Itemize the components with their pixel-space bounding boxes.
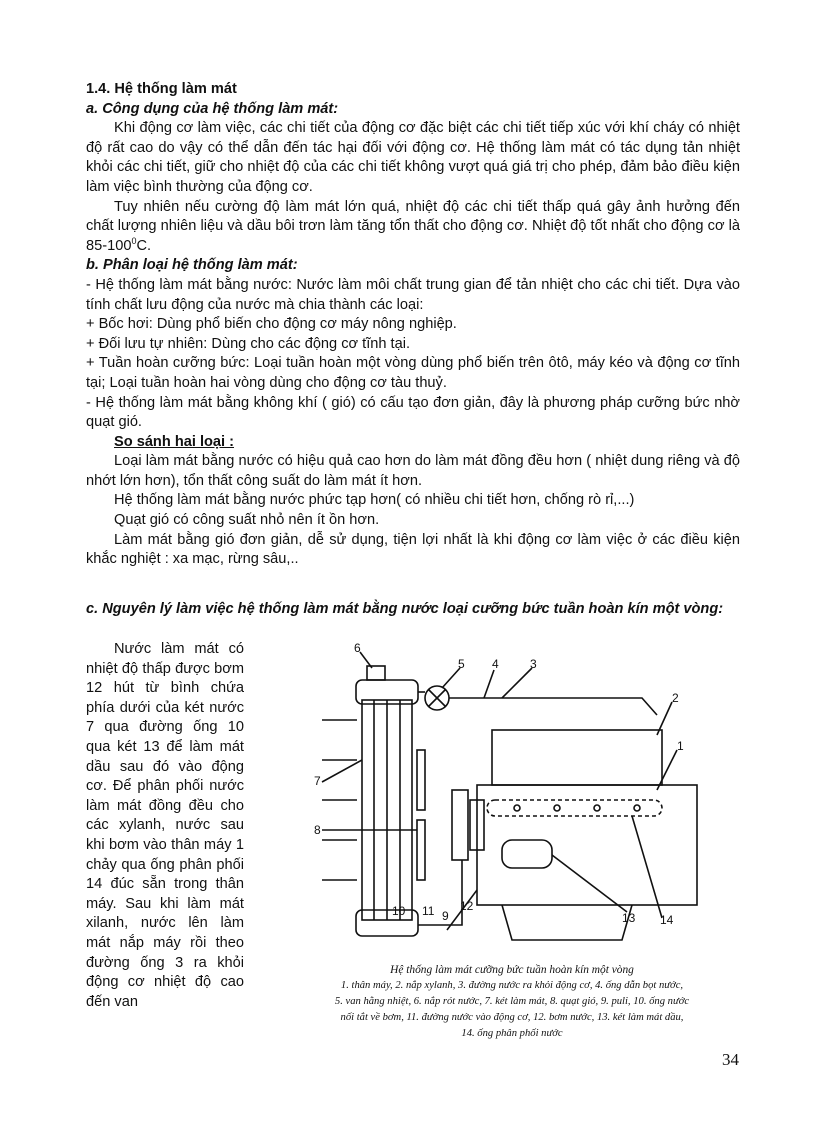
filler-cap xyxy=(367,666,385,680)
label-3: 3 xyxy=(530,657,537,671)
list-item: + Bốc hơi: Dùng phổ biến cho động cơ máy nông nghiệp. xyxy=(86,316,457,333)
label-13: 13 xyxy=(622,911,636,925)
paragraph-a2: Tuy nhiên nếu cường độ làm mát lớn quá, nhiệt độ các chi tiết thấp quá gây ảnh hưởng đến chất lượng nhiên liệu và dầu bôi trơn làm tăng tổn thất cho động cơ. Nhiệt độ tốt nhất cho động cơ là $85-100^0C$. xyxy=(86,198,740,254)
heading-b: b. Phân loại hệ thống làm mát: xyxy=(86,257,298,274)
label-14: 14 xyxy=(660,913,674,927)
compare-item: Làm mát bằng gió đơn giản, dễ sử dụng, tiện lợi nhất là khi động cơ làm việc ở các điều kiện khắc nghiệt : xa mạc, rừng sâu,.. xyxy=(86,531,740,568)
label-10: 10 xyxy=(392,904,406,918)
caption-line: 14. ống phân phối nước xyxy=(461,1028,563,1039)
caption-line: 1. thân máy, 2. nắp xylanh, 3. đường nước ra khỏi động cơ, 4. ống dẫn bọt nước, xyxy=(340,980,684,991)
caption-title: Hệ thống làm mát cưỡng bức tuần hoàn kín một vòng xyxy=(390,964,634,976)
heading-c: c. Nguyên lý làm việc hệ thống làm mát bằng nước loại cưỡng bức tuần hoàn kín một vòng: xyxy=(86,601,724,617)
label-7: 7 xyxy=(314,774,321,788)
caption-line: 5. van hằng nhiệt, 6. nắp rót nước, 7. két làm mát, 8. quạt gió, 9. puli, 10. ống nước xyxy=(334,996,690,1007)
page-number: 34 xyxy=(722,1050,739,1069)
compare-item: Quạt gió có công suất nhỏ nên ít ồn hơn. xyxy=(114,512,380,529)
list-item: + Tuần hoàn cưỡng bức: Loại tuần hoàn một vòng dùng phổ biến trên ôtô, máy kéo và động cơ tĩnh tại; Loại tuần hoàn hai vòng dùng cho động cơ tàu thuỷ. xyxy=(86,355,740,391)
label-2: 2 xyxy=(672,691,679,705)
figure-caption xyxy=(262,962,762,1042)
diagram-labels xyxy=(314,641,684,927)
caption-line: nối tắt về bơm, 11. đường nước vào động cơ, 12. bơm nước, 13. két làm mát dầu, xyxy=(340,1012,684,1023)
label-5: 5 xyxy=(458,657,465,671)
label-1: 1 xyxy=(677,739,684,753)
label-6: 6 xyxy=(354,641,361,655)
label-8: 8 xyxy=(314,823,321,837)
list-item: - Hệ thống làm mát bằng nước: Nước làm môi chất trung gian để tản nhiệt cho các chi tiết. Dựa vào tính chất lưu động của nước mà chia thành các loại: xyxy=(86,276,740,313)
label-4: 4 xyxy=(492,657,499,671)
label-12: 12 xyxy=(460,899,474,913)
narrow-text-column xyxy=(86,640,244,1012)
heading-a: a. Công dụng của hệ thống làm mát: xyxy=(86,100,339,117)
engine-block xyxy=(477,785,697,905)
list-item: + Đối lưu tự nhiên: Dùng cho các động cơ tĩnh tại. xyxy=(86,335,411,352)
compare-item: Hệ thống làm mát bằng nước phức tạp hơn( có nhiều chi tiết hơn, chống rò rỉ,...) xyxy=(114,492,635,509)
oil-cooler xyxy=(502,840,552,868)
compare-title: So sánh hai loại : xyxy=(114,433,235,450)
label-9: 9 xyxy=(442,909,449,923)
compare-item: Loại làm mát bằng nước có hiệu quả cao hơn do làm mát đồng đều hơn ( nhiệt dung riêng và độ nhớt lớn hơn), tổn thất công suất do làm mát ít hơn. xyxy=(86,453,740,489)
cooling-system-diagram xyxy=(262,640,762,960)
list-item: - Hệ thống làm mát bằng không khí ( gió) có cấu tạo đơn giản, đây là phương pháp cưỡng bức nhờ quạt gió. xyxy=(86,394,740,431)
paragraph-a1: Khi động cơ làm việc, các chi tiết của động cơ đặc biệt các chi tiết tiếp xúc với khí cháy có nhiệt độ rất cao do vậy có thể dẫn đến tác hại đối với động cơ. Hệ thống làm mát có tác dụng tản nhiệt khỏi các chi tiết, giữ cho nhiệt độ của các chi tiết không vượt quá giá trị cho phép, đảm bảo điều kiện làm việc bình thường của động cơ. xyxy=(86,120,740,195)
section-title: 1.4. Hệ thống làm mát xyxy=(86,81,237,97)
main-text-block xyxy=(86,80,740,570)
paragraph-c: Nước làm mát có nhiệt độ thấp được bơm 12 hút từ bình chứa phía dưới của két nước 7 qua đường ống 10 qua két 13 để làm mát dầu sau đó vào động cơ. Để phân phối nước làm mát đồng đều cho các xylanh, nước sau khi bơm vào thân máy 1 chảy qua ống phân phối 14 đúc sẵn trong thân máy. Sau khi làm mát xilanh, nước lên làm mát nắp máy rồi theo đường ống 3 ra khỏi động cơ nhiệt độ cao đến van xyxy=(86,641,244,1010)
label-11: 11 xyxy=(422,904,435,918)
